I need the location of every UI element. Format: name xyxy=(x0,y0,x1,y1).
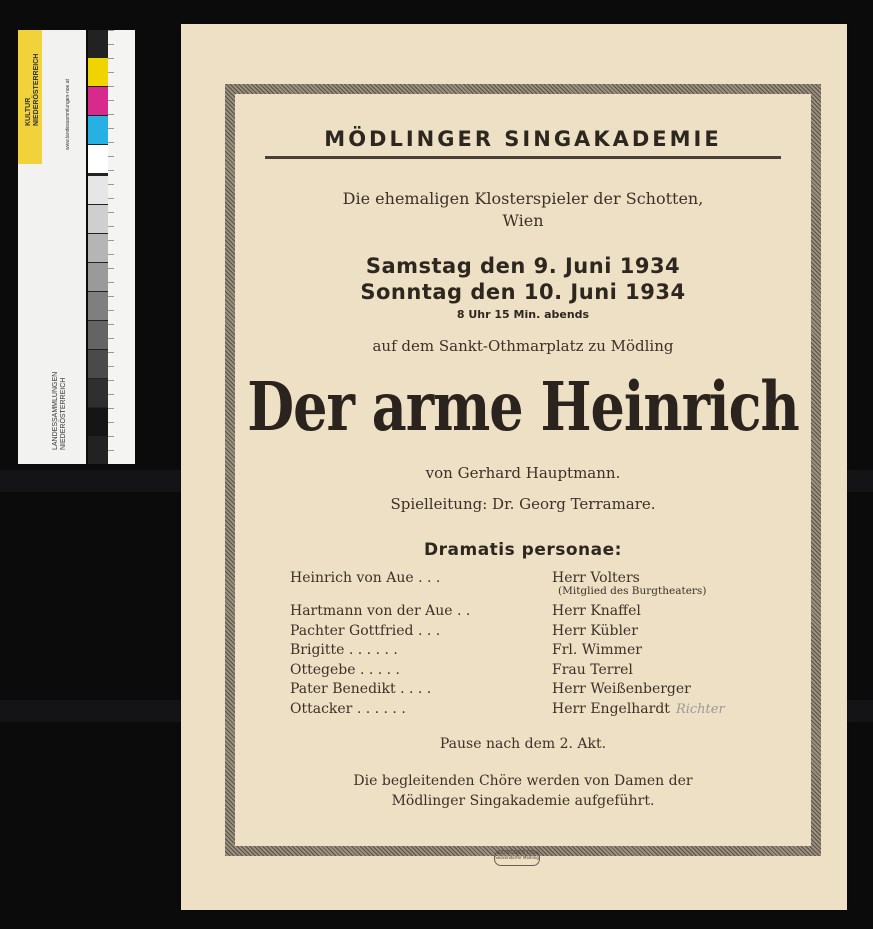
director: Spielleitung: Dr. Georg Terramare. xyxy=(390,495,656,513)
brand-line2: NIEDERÖSTERREICH xyxy=(33,53,40,126)
cast-actor: Frl. Wimmer xyxy=(552,642,642,658)
cast-actor: Herr Weißenberger xyxy=(552,681,691,697)
cast-role: Ottacker . . . . . . xyxy=(290,700,406,717)
archive-url: www.landessammlungen-noe.at xyxy=(65,79,71,150)
author: von Gerhard Hauptmann. xyxy=(425,464,621,482)
date-line2: Sonntag den 10. Juni 1934 xyxy=(360,280,686,304)
cast-list xyxy=(290,570,770,720)
cast-heading: Dramatis personae: xyxy=(424,540,622,560)
cast-row xyxy=(290,642,770,662)
cast-role: Hartmann von der Aue . . xyxy=(290,603,471,619)
cast-row xyxy=(290,662,770,682)
poster xyxy=(181,24,847,910)
color-patch xyxy=(88,263,108,291)
cast-row xyxy=(290,701,770,721)
color-patch xyxy=(88,350,108,378)
color-patch xyxy=(88,145,108,173)
cast-role: Heinrich von Aue . . . xyxy=(290,570,441,586)
color-patch xyxy=(88,379,108,407)
play-title: Der arme Heinrich xyxy=(247,366,799,446)
color-patch xyxy=(88,58,108,86)
cast-actor: Herr Knaffel xyxy=(552,603,641,619)
poster-frame xyxy=(225,84,821,856)
ruler xyxy=(108,30,135,464)
presenters-line1: Die ehemaligen Klosterspieler der Schotten, xyxy=(342,189,704,208)
cast-role: Ottegebe . . . . . xyxy=(290,661,401,678)
cast-row xyxy=(290,681,770,701)
intermission-note: Pause nach dem 2. Akt. xyxy=(439,736,607,752)
cast-row xyxy=(290,623,770,643)
handwritten-annotation: Richter xyxy=(675,701,725,717)
color-patch xyxy=(88,321,108,349)
brand-line1: KULTUR xyxy=(25,97,32,126)
cast-actor: Herr Kübler xyxy=(552,622,638,639)
cast-actor xyxy=(552,701,725,717)
chorus-line1: Die begleitenden Chöre werden von Damen der xyxy=(353,773,693,789)
cast-actor-name: Herr Engelhardt xyxy=(552,700,670,717)
presenters-line2: Wien xyxy=(502,211,544,230)
organizer-heading: MÖDLINGER SINGAKADEMIE xyxy=(324,127,722,151)
cast-row xyxy=(290,570,770,603)
cast-actor: Frau Terrel xyxy=(552,661,633,678)
cast-row xyxy=(290,603,770,623)
color-patch xyxy=(88,176,108,204)
cast-role: Pachter Gottfried . . . xyxy=(290,622,441,639)
collection-line1: LANDESSAMMLUNGEN xyxy=(52,371,59,450)
color-patch xyxy=(88,205,108,233)
collection-line2: NIEDERÖSTERREICH xyxy=(60,377,67,450)
cast-actor: Herr Volters xyxy=(552,570,640,586)
date-line1: Samstag den 9. Juni 1934 xyxy=(365,254,681,278)
color-calibration-strip xyxy=(18,30,135,464)
color-patch xyxy=(88,292,108,320)
cast-note: (Mitglied des Burgtheaters) xyxy=(558,585,707,597)
chorus-line2: Mödlinger Singakademie aufgeführt. xyxy=(391,793,655,809)
color-patch xyxy=(88,116,108,144)
color-patch xyxy=(88,408,108,436)
color-patch xyxy=(88,87,108,115)
cast-role: Brigitte . . . . . . xyxy=(290,642,398,658)
heading-underline xyxy=(265,156,781,159)
color-patch xyxy=(88,234,108,262)
venue: auf dem Sankt-Othmarplatz zu Mödling xyxy=(372,337,674,355)
performance-time: 8 Uhr 15 Min. abends xyxy=(456,308,590,321)
cast-role: Pater Benedikt . . . . xyxy=(290,681,432,697)
printer-stamp: Buchdruckerei Franz Seckendorfer Mödling xyxy=(494,850,540,866)
